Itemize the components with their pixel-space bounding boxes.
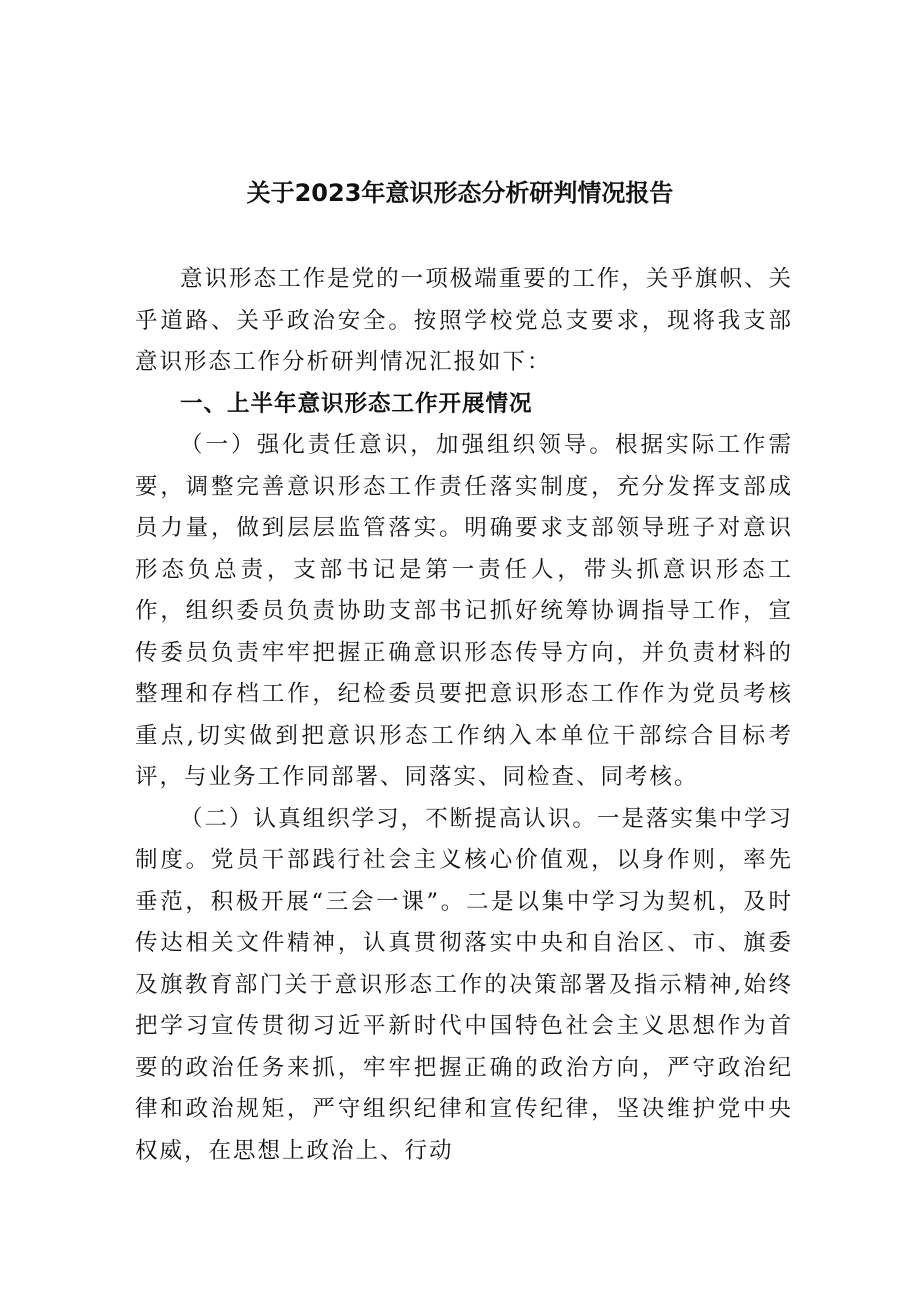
intro-paragraph: 意识形态工作是党的一项极端重要的工作，关乎旗帜、关乎道路、关乎政治安全。按照学校党总支要求，现将我支部意识形态工作分析研判情况汇报如下： (135, 266, 793, 375)
document-title: 关于2023年意识形态分析研判情况报告 (246, 179, 674, 207)
document-body (135, 259, 793, 1172)
paragraph-2: （二）认真组织学习，不断提高认识。一是落实集中学习制度。党员干部践行社会主义核心价值观，以身作则，率先垂范，积极开展“三会一课”。二是以集中学习为契机，及时传达相关文件精神，认真贯彻落实中央和自治区、市、旗委及旗教育部门关于意识形态工作的决策部署及指示精神,始终把学习宣传贯彻习近平新时代中国特色社会主义思想作为首要的政治任务来抓，牢牢把握正确的政治方向，严守政治纪律和政治规矩，严守组织纪律和宣传纪律，坚决维护党中央权威，在思想上政治上、行动 (135, 805, 793, 1164)
paragraph-1: （一）强化责任意识，加强组织领导。根据实际工作需要，调整完善意识形态工作责任落实制度，充分发挥支部成员力量，做到层层监管落实。明确要求支部领导班子对意识形态负总责，支部书记是第一责任人，带头抓意识形态工作，组织委员负责协助支部书记抓好统筹协调指导工作，宣传委员负责牢牢把握正确意识形态传导方向，并负责材料的整理和存档工作，纪检委员要把意识形态工作作为党员考核重点,切实做到把意识形态工作纳入本单位干部综合目标考评，与业务工作同部署、同落实、同检查、同考核。 (135, 432, 793, 790)
section-heading: 一、上半年意识形态工作开展情况 (180, 390, 533, 417)
